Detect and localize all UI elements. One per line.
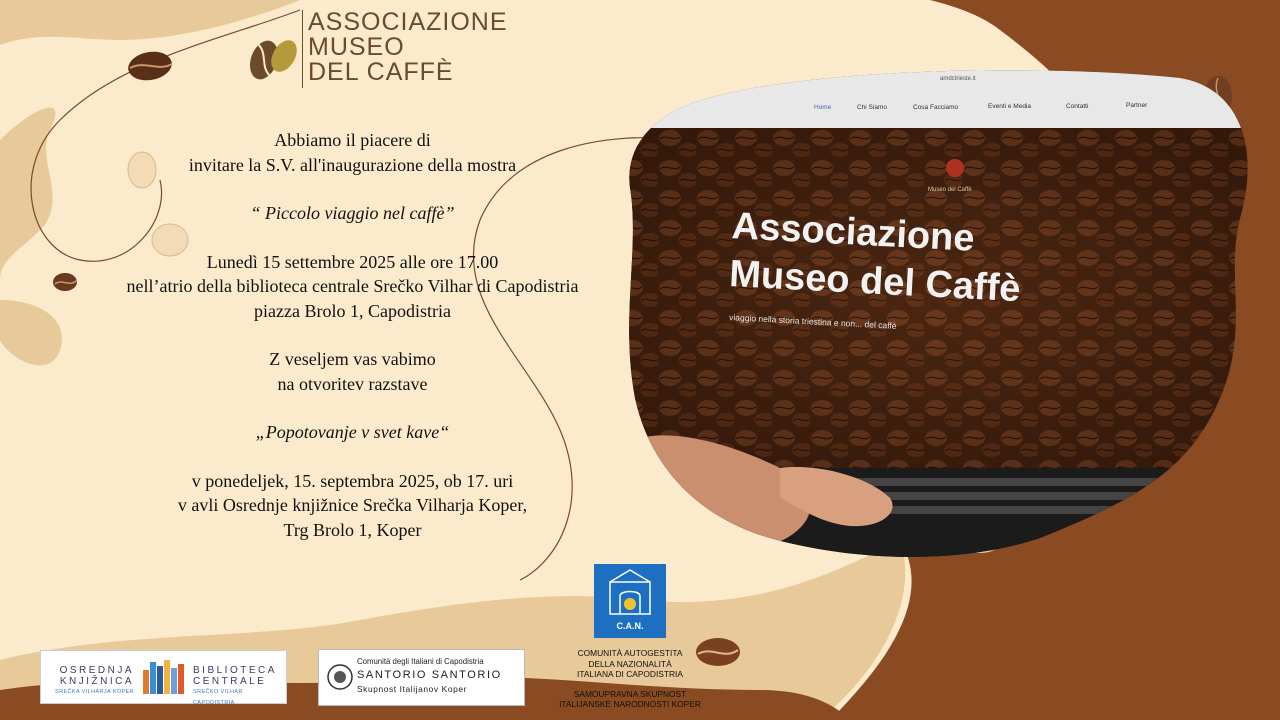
site-nav-home: Home (814, 104, 832, 111)
can-sl-1: SAMOUPRAVNA SKUPNOST (573, 688, 687, 699)
site-tagline: viaggio nella storia triestina e non... del caffè (728, 312, 897, 331)
it-date: Lunedì 15 settembre 2025 alle ore 17.00 (206, 251, 499, 272)
church-tower-icon (594, 566, 666, 622)
library-it-2: CENTRALE (193, 676, 267, 687)
can-text (545, 648, 715, 710)
site-nav-cosa-facciamo: Cosa Facciamo (913, 104, 959, 111)
mini-logo-icon (946, 159, 964, 177)
mini-logo-text: Museo del Caffè (928, 187, 972, 193)
sl-exhibition-title: „Popotovanje v svet kave“ (255, 422, 450, 442)
logo-line-1: ASSOCIAZIONE (308, 8, 508, 36)
sl-line-1: Z veseljem vas vabimo (269, 349, 436, 369)
can-it-2: DELLA NAZIONALITÀ (588, 658, 672, 669)
site-headline-1: Associazione (730, 205, 976, 260)
library-it-3: SREČKO VILHAR CAPODISTRIA (193, 689, 243, 706)
sl-place-1: v avli Osrednje knjižnice Srečka Vilharja Koper, (177, 495, 528, 515)
sl-line-2: na otvoritev razstave (277, 373, 428, 394)
can-it-3: ITALIANA DI CAPODISTRIA (577, 669, 683, 679)
it-exhibition-title: “ Piccolo viaggio nel caffè” (250, 203, 455, 223)
sl-date: v ponedeljek, 15. septembra 2025, ob 17. uri (191, 470, 514, 491)
can-sl-2: ITALIJANSKE NARODNOSTI KOPER (559, 699, 701, 709)
community-line-1: Comunità degli Italiani di Capodistria (357, 657, 484, 666)
it-line-1: Abbiamo il piacere di (274, 130, 431, 150)
can-it-1: COMUNITÀ AUTOGESTITA (577, 648, 683, 658)
association-logo (246, 10, 536, 90)
site-nav-chi-siamo: Chi Siamo (857, 104, 887, 111)
community-logo (318, 649, 525, 706)
can-label: C.A.N. (616, 621, 644, 631)
sl-place-2: Trg Brolo 1, Koper (283, 519, 422, 540)
site-headline-2: Museo del Caffè (728, 253, 1022, 311)
community-line-2: SANTORIO SANTORIO (357, 669, 502, 681)
it-place-2: piazza Brolo 1, Capodistria (254, 300, 451, 321)
logo-divider (302, 10, 303, 88)
santorio-emblem-icon (327, 660, 353, 694)
library-logo (40, 650, 287, 704)
tan-splash-left2 (0, 300, 62, 365)
logo-line-2: MUSEO (308, 33, 405, 61)
site-nav-partner: Partner (1126, 102, 1148, 109)
laptop-screen-photo (620, 68, 1260, 558)
community-line-3: Skupnost Italijanov Koper (357, 684, 467, 694)
library-books-icon (141, 656, 187, 696)
library-sl-1: OSREDNJA (59, 665, 135, 676)
site-nav-contatti: Contatti (1066, 103, 1089, 110)
library-sl-2: KNJIŽNICA (59, 676, 135, 687)
it-place-1: nell’atrio della biblioteca centrale Srečko Vilhar di Capodistria (126, 276, 579, 296)
coffee-bean-icon (246, 24, 298, 84)
invitation-text (70, 128, 635, 542)
site-nav-eventi: Eventi e Media (988, 103, 1031, 110)
browser-url: amdctrieste.it (940, 76, 976, 82)
can-logo (594, 564, 666, 638)
library-sl-3: SREČKA VILHARJA KOPER (55, 689, 135, 695)
it-line-2: invitare la S.V. all'inaugurazione della mostra (188, 154, 517, 175)
library-it-1: BIBLIOTECA (193, 665, 277, 676)
coffee-bean-icon (126, 48, 174, 83)
tan-splash-left (0, 108, 55, 280)
logo-line-3: DEL CAFFÈ (308, 58, 454, 86)
